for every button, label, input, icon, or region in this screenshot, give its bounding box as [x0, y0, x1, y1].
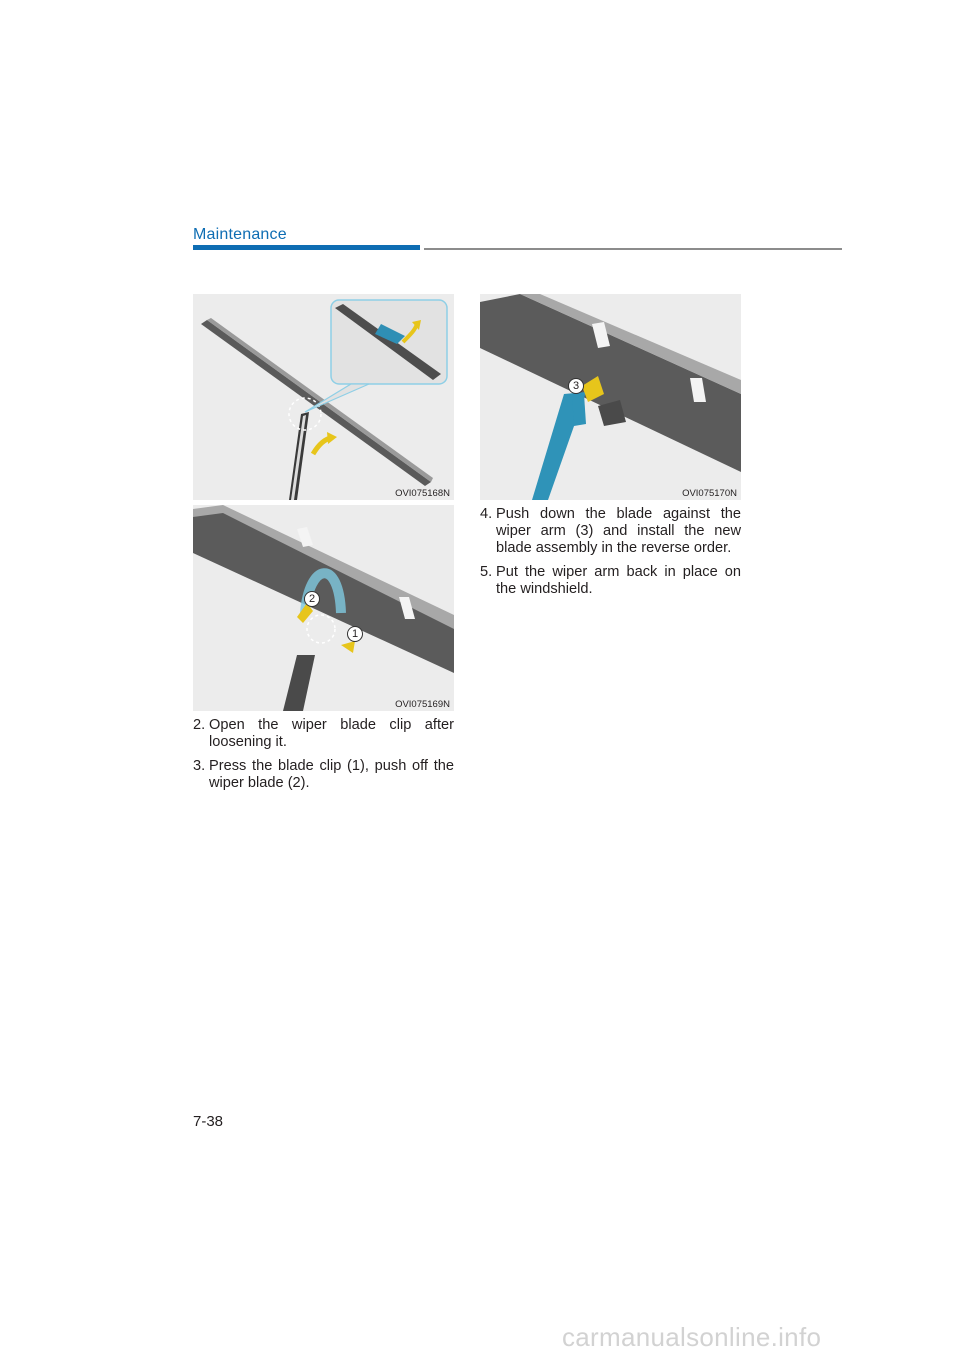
- watermark: carmanualsonline.info: [562, 1322, 822, 1352]
- step-item: [193, 758, 454, 792]
- step-item: [480, 506, 741, 557]
- step-text: Press the blade clip (1), push off the wiper blade (2).: [209, 758, 454, 791]
- wiper-blade-illustration-2: [193, 505, 454, 711]
- section-title: Maintenance: [193, 226, 287, 243]
- figure-install-new-blade: [480, 294, 741, 500]
- wiper-blade-illustration-1: [193, 294, 454, 500]
- figure-code: OVI075169N: [395, 699, 450, 710]
- figure-code: OVI075170N: [682, 488, 737, 499]
- steps-left: [193, 717, 454, 799]
- header-rule-thick: [193, 245, 420, 250]
- step-number: 5.: [480, 564, 493, 580]
- step-number: 3.: [193, 758, 206, 774]
- step-text: Push down the blade against the wiper arm (3) and install the new blade assembly in the reverse order.: [496, 506, 741, 556]
- figure-code: OVI075168N: [395, 488, 450, 499]
- header-rule-thin: [424, 248, 842, 250]
- callout-1: 1: [347, 626, 363, 642]
- step-text: Open the wiper blade clip after loosening it.: [209, 717, 454, 750]
- step-text: Put the wiper arm back in place on the windshield.: [496, 564, 741, 597]
- page-number: 7-38: [193, 1113, 224, 1130]
- figure-wiper-blade-clip-open: [193, 294, 454, 500]
- step-number: 4.: [480, 506, 493, 522]
- wiper-blade-illustration-3: [480, 294, 741, 500]
- step-number: 2.: [193, 717, 206, 733]
- step-item: [480, 564, 741, 598]
- steps-right: [480, 506, 741, 605]
- step-item: [193, 717, 454, 751]
- callout-3: 3: [568, 378, 584, 394]
- callout-2: 2: [304, 591, 320, 607]
- figure-press-blade-clip: [193, 505, 454, 711]
